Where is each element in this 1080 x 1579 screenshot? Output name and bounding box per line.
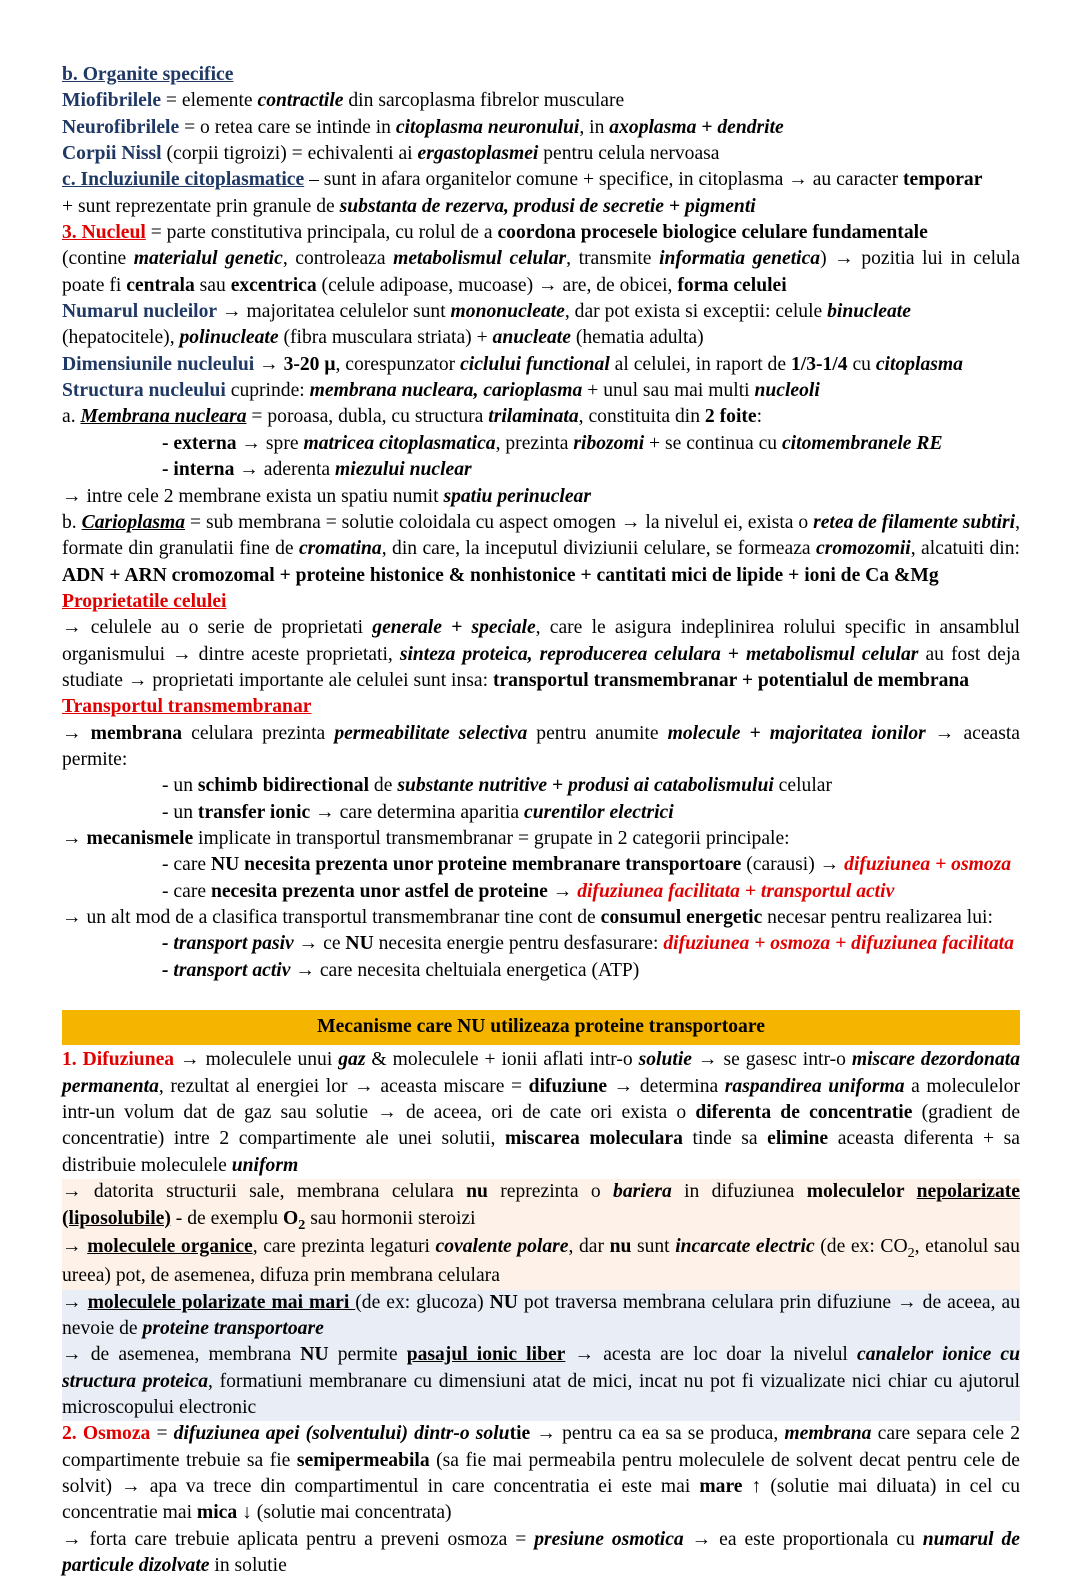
bold-raport-13-14: 1/3-1/4	[790, 353, 848, 375]
text-miofibrilele-a: = elemente	[161, 90, 258, 112]
text-pres-c: in solutie	[209, 1555, 287, 1577]
text-carioplasma-b: , formate din granulatii fine de	[62, 511, 1020, 560]
text-dimens-b: , corespunzator	[335, 353, 461, 375]
text-activ-a: → care necesita cheltuiala energetica (ATP)	[290, 959, 640, 981]
text-carioplasma-c: , din care, la inceputul diviziunii celulare, se formeaza	[381, 538, 816, 560]
emph-substante-nutritive: substante nutritive + produsi ai catabolismului	[397, 775, 774, 797]
subscript-o2: 2	[298, 1216, 306, 1233]
emph-trilaminata: trilaminata	[488, 406, 579, 428]
text-pasiv-a: → ce	[293, 933, 346, 955]
text-pasaj-d: , formatiuni membranare cu dimensiuni atat de mici, incat nu pot fi vizualizate nici chiar cu ajutorul microscopului electronic	[62, 1370, 1020, 1418]
text-dif-f: a moleculelor intr-un volum dat de gaz sau solutie → de aceea, ori de cate ori exista o	[62, 1075, 1020, 1124]
bold-diferenta-concentratie: diferenta de concentratie	[695, 1102, 913, 1124]
text-proprietati-c: au fost deja studiate → proprietati importante ale celulei sunt insa:	[62, 643, 1021, 691]
text-dimens-d: cu	[847, 353, 876, 375]
emph-informatia-genetica: informatia genetica	[659, 248, 821, 270]
emph-bariera: bariera	[613, 1181, 672, 1203]
heading-osmoza: 2. Osmoza	[62, 1423, 151, 1445]
text-osm-c: care separa cele 2 compartimente trebuie sa fie	[62, 1423, 1020, 1471]
para-presiune-osmotica	[62, 1527, 1020, 1579]
text-dimens-c: al celulei, in raport de	[609, 353, 791, 375]
underline-moleculele-organice: moleculele organice	[87, 1236, 253, 1258]
text-carioplasma-d: , alcatuiti din:	[910, 538, 1020, 560]
para-numarul-nucleilor-2	[62, 325, 1020, 351]
emph-retea-filamente: retea de filamente subtiri	[813, 511, 1016, 533]
term-numarul-nucleilor: Numarul nucleilor	[62, 301, 218, 323]
para-nepolarizate	[62, 1179, 1020, 1234]
text-org-a: →	[62, 1236, 88, 1258]
text-nepol-c: in difuziunea	[671, 1181, 807, 1203]
prefix-a: a.	[62, 406, 81, 428]
text-incluziuni-a: – sunt in afara organitelor comune + specifice, in citoplasma → au caracter	[304, 169, 903, 191]
bold-coordona-procese: coordona procesele biologice celulare fundamentale	[497, 222, 928, 244]
bold-miscarea-moleculara: miscarea moleculara	[505, 1128, 683, 1150]
heading-proprietatile-celulei	[62, 589, 1020, 615]
text-spatiu-a: → intre cele 2 membrane exista un spatiu numit	[62, 485, 444, 507]
para-osmoza	[62, 1421, 1020, 1526]
emph-presiune-osmotica: presiune osmotica	[534, 1528, 684, 1550]
text-neurofibrilele-b: , in	[579, 116, 610, 138]
text-pasiv-b: necesita energie pentru desfasurare:	[373, 933, 664, 955]
term-neurofibrilele: Neurofibrilele	[62, 116, 180, 138]
text-externa-a: → spre	[236, 432, 304, 454]
text-clasif-a: → un alt mod de a clasifica transportul transmembranar tine cont de	[62, 907, 601, 928]
text-osm-b: → pentru ca ea sa se produca,	[530, 1423, 785, 1445]
emph-citoplasma-neuronului: citoplasma neuronului	[395, 116, 580, 138]
bullet-cu-proteine	[62, 879, 1020, 905]
bold-semipermeabila: semipermeabila	[296, 1449, 430, 1471]
bold-nu-pasiv: NU	[345, 933, 374, 955]
emph-polinucleate: polinucleate	[179, 327, 279, 349]
document-body	[62, 62, 1020, 1579]
emph-cromatina: cromatina	[298, 538, 382, 560]
emph-miezului-nuclear: miezului nuclear	[335, 459, 472, 481]
text-pol-b: (de ex: glucoza)	[355, 1291, 490, 1313]
bold-forma-celulei: forma celulei	[677, 274, 787, 296]
term-structura-nucleului: Structura nucleului	[62, 380, 226, 402]
text-proprietati-b: , care le asigura indeplinirea rolului specific in ansamblul organismului → dintre aceste proprietati,	[62, 617, 1020, 665]
text-osm-d: (sa fie mai permeabila pentru moleculele de solvent decat pentru cele de solvit) → apa va trece din compartimentul in care concentratia ei este mai	[62, 1449, 1020, 1497]
title-membrana-nucleara: Membrana nucleara	[80, 406, 247, 428]
bold-mica-down: mica ↓	[196, 1502, 252, 1524]
emph-substanta-rezerva: substanta de rezerva, produsi de secretie + pigmenti	[339, 195, 756, 217]
text-cu-proteine-b: →	[547, 880, 578, 902]
emph-material-genetic: materialul genetic	[133, 248, 283, 270]
text-transport-c: pentru anumite	[527, 722, 668, 744]
emph-uniform: uniform	[231, 1154, 299, 1176]
line-neurofibrilele	[62, 115, 1020, 141]
text-nucleul-c: , controleaza	[282, 248, 394, 270]
text-org-e: (de ex: CO	[814, 1236, 908, 1258]
text-transport-b: celulara prezinta	[182, 722, 335, 744]
emph-citomembranele-re: citomembranele RE	[781, 432, 943, 454]
emph-covalente-polare: covalente polare	[435, 1236, 569, 1258]
emph-matricea-citoplasmatica: matricea citoplasmatica	[303, 432, 496, 454]
text-clasif-b: necesar pentru realizarea lui:	[762, 907, 993, 928]
emph-membrana-carioplasma: membrana nucleara, carioplasma	[309, 380, 583, 402]
heading-organite-specifice-text: b. Organite specifice	[62, 64, 234, 85]
text-carioplasma-a: = sub membrana = solutie coloidala cu aspect omogen → la nivelul ei, exista o	[185, 511, 814, 533]
bold-tie-suffix: tie	[509, 1423, 531, 1445]
para-incluziuni	[62, 167, 1020, 193]
red-difuziunea-facilitata: difuziunea facilitata + transportul activ	[577, 880, 895, 902]
text-mecanisme-a: →	[62, 827, 87, 849]
text-dif-g: (gradient de concentratie) intre 2 compartimente ale unei solutii,	[62, 1102, 1021, 1150]
emph-numarul-particule: numarul de particule dizolvate	[62, 1528, 1021, 1577]
bullet-interna	[62, 457, 1020, 483]
text-structura-b: + unul sau mai multi	[582, 380, 755, 402]
heading-organite-specifice	[62, 62, 1020, 88]
text-proprietati-a: → celulele au o serie de proprietati	[62, 617, 373, 639]
bullet-transfer-ionic	[62, 800, 1020, 826]
heading-proprietatile-celulei-text: Proprietatile celulei	[62, 590, 227, 612]
text-interna-a: → aderenta	[234, 459, 336, 481]
text-pol-c: pot traversa membrana celulara prin difuziune → de aceea, au nevoie de	[62, 1291, 1021, 1339]
banner-mecanisme	[62, 1010, 1020, 1045]
emph-membrana-osmoza: membrana	[784, 1423, 872, 1445]
text-nepol-a: → datorita structurii sale, membrana celulara	[62, 1181, 467, 1203]
bullet-transport-activ	[62, 958, 1020, 984]
emph-miscare-dezordonata: miscare dezordonata permanenta	[62, 1049, 1020, 1097]
text-pres-a: → forta care trebuie aplicata pentru a preveni osmoza =	[62, 1528, 535, 1550]
text-membrana-c: :	[756, 406, 763, 428]
bold-adn-arn-composition: ADN + ARN cromozomal + proteine histonice & nonhistonice + cantitati mici de lipide + ioni de Ca &Mg	[62, 564, 939, 586]
text-corpii-nissl-b: pentru celula nervoasa	[538, 143, 720, 165]
banner-text: Mecanisme care NU utilizeaza proteine transportoare	[317, 1016, 765, 1038]
para-pasaj-ionic	[62, 1342, 1020, 1421]
emph-molecule-ioni: molecule + majoritatea ionilor	[667, 722, 926, 744]
heading-nucleul: 3. Nucleul	[62, 222, 146, 244]
para-spatiu-perinuclear	[62, 484, 1020, 510]
bold-nu-necesita-proteine: NU necesita prezenta unor proteine membranare transportoare	[210, 854, 742, 876]
bold-centrala: centrala	[126, 274, 195, 296]
emph-ciclului-functional: ciclului functional	[460, 353, 610, 375]
para-transport-intro	[62, 721, 1020, 774]
para-incluziuni-2	[62, 194, 1020, 220]
text-schimb-a: - un	[162, 775, 198, 797]
bullet-externa	[62, 431, 1020, 457]
bold-membrana: membrana	[90, 722, 183, 744]
emph-raspandirea-uniforma: raspandirea uniforma	[724, 1075, 905, 1097]
para-clasificare-energetica	[62, 905, 1020, 931]
text-schimb-b: de	[369, 775, 398, 797]
emph-ergastoplasmei: ergastoplasmei	[417, 143, 539, 165]
text-transport-a: →	[62, 722, 91, 744]
bold-mecanismele: mecanismele	[86, 827, 194, 849]
emph-ribozomi: ribozomi	[573, 432, 645, 454]
text-nucleul-f: sau	[194, 274, 231, 296]
text-incluziuni-b: + sunt reprezentate prin granule de	[62, 195, 340, 217]
text-externa-b: , prezinta	[495, 432, 574, 454]
text-nepol-b: reprezinta o	[487, 1181, 614, 1203]
bold-elimine: elimine	[767, 1128, 829, 1150]
bold-moleculelor: moleculelor	[806, 1181, 917, 1203]
line-corpii-nissl	[62, 141, 1020, 167]
emph-binucleate: binucleate	[827, 301, 911, 323]
emph-solutie: solutie	[638, 1049, 692, 1071]
emph-contractile: contractile	[257, 90, 344, 112]
para-difuziunea	[62, 1047, 1020, 1179]
text-org-c: , dar	[568, 1236, 610, 1258]
emph-citoplasma: citoplasma	[875, 353, 963, 375]
band-polarizate	[62, 1290, 1020, 1422]
bold-interna: - interna	[162, 459, 235, 481]
bold-transport-potential: transportul transmembranar + potentialul de membrana	[492, 669, 970, 691]
emph-gaz: gaz	[338, 1049, 366, 1071]
title-carioplasma: Carioplasma	[81, 511, 186, 533]
text-nepol-e: sau hormonii steroizi	[305, 1207, 476, 1229]
bullet-transport-pasiv	[62, 931, 1020, 957]
heading-difuziunea: 1. Difuziunea	[62, 1049, 175, 1071]
text-membrana-b: , constituita din	[578, 406, 705, 428]
underline-pasajul-ionic-liber: pasajul ionic liber	[406, 1344, 566, 1366]
text-numarul-d: (fibra musculara striata) +	[278, 327, 493, 349]
subscript-co2: 2	[907, 1245, 915, 1262]
bold-difuziune: difuziune	[528, 1075, 608, 1097]
bold-nu-traverseaza: NU	[489, 1291, 518, 1313]
text-dif-h: tinde sa	[682, 1128, 768, 1150]
bullet-fara-proteine	[62, 852, 1020, 878]
para-membrana-nucleara	[62, 404, 1020, 430]
para-carioplasma	[62, 510, 1020, 589]
text-nucleul-d: , transmite	[566, 248, 660, 270]
bullet-schimb-bidirectional	[62, 773, 1020, 799]
emph-mononucleate: mononucleate	[450, 301, 565, 323]
text-pasaj-a: → de asemenea, membrana	[62, 1344, 301, 1366]
prefix-b: b.	[62, 511, 82, 533]
red-pasiv-list: difuziunea + osmoza + difuziunea facilitata	[663, 933, 1014, 955]
text-numarul-c: (hepatocitele),	[62, 327, 180, 349]
text-osm-e: (solutie mai diluata) in cel cu concentratie mai	[62, 1476, 1020, 1524]
bold-3-20-mu: 3-20 μ	[283, 353, 336, 375]
emph-proteine-transportoare: proteine transportoare	[142, 1317, 324, 1339]
emph-incarcate-electric: incarcate electric	[675, 1236, 815, 1258]
para-organice	[62, 1234, 1020, 1289]
para-nucleul-2	[62, 246, 1020, 299]
text-nepol-d: - de exemplu	[170, 1207, 283, 1229]
para-polarizate	[62, 1290, 1020, 1343]
bold-nu-permite: NU	[300, 1344, 329, 1366]
emph-nucleoli: nucleoli	[754, 380, 820, 402]
text-externa-c: + se continua cu	[644, 432, 782, 454]
text-org-d: sunt	[631, 1236, 676, 1258]
text-membrana-a: = poroasa, dubla, cu structura	[246, 406, 489, 428]
text-org-f: , etanolul sau ureea) pot, de asemenea, difuza prin membrana celulara	[62, 1236, 1020, 1287]
text-osm-f: (solutie mai concentrata)	[251, 1502, 452, 1524]
text-miofibrilele-b: din sarcoplasma fibrelor musculare	[343, 90, 625, 112]
heading-transportul-transmembranar-text: Transportul transmembranar	[62, 696, 312, 718]
bold-excentrica: excentrica	[230, 274, 317, 296]
line-miofibrilele	[62, 88, 1020, 114]
bold-externa: - externa	[162, 432, 237, 454]
emph-difuziunea-apei: difuziunea apei (solventului) dintr-o solu	[173, 1423, 510, 1445]
text-neurofibrilele-a: = o retea care se intinde in	[179, 116, 396, 138]
emph-transport-pasiv: - transport pasiv	[162, 933, 294, 955]
para-nucleul	[62, 220, 1020, 246]
emph-metabolismul-celular: metabolismul celular	[393, 248, 567, 270]
text-transport-d: → aceasta permite:	[62, 722, 1020, 770]
bold-schimb-bidirectional: schimb bidirectional	[197, 775, 370, 797]
emph-axoplasma-dendrite: axoplasma + dendrite	[609, 116, 784, 138]
emph-permeabilitate-selectiva: permeabilitate selectiva	[334, 722, 528, 744]
text-osm-a: =	[150, 1423, 174, 1445]
emph-curentilor-electrici: curentilor electrici	[524, 801, 674, 823]
text-transfer-b: → care determina aparitia	[310, 801, 524, 823]
para-mecanisme	[62, 826, 1020, 852]
underline-nepolarizate-liposolubile: nepolarizate (liposolubile)	[62, 1181, 1020, 1229]
text-pol-a: →	[62, 1291, 88, 1313]
heading-incluziuni-citoplasmatice: c. Incluziunile citoplasmatice	[62, 169, 305, 191]
bold-2-foite: 2 foite	[704, 406, 757, 428]
text-dif-b: & moleculele + ionii aflati intr-o	[365, 1049, 639, 1071]
text-cu-proteine-a: - care	[162, 880, 211, 902]
bold-necesita-proteine: necesita prezenta unor astfel de proteine	[210, 880, 548, 902]
text-pres-b: → ea este proportionala cu	[683, 1528, 923, 1550]
text-dif-e: → determina	[607, 1075, 725, 1097]
bold-o2: O	[282, 1207, 299, 1229]
para-dimensiunile	[62, 352, 1020, 378]
text-dif-d: , rezultat al energiei lor → aceasta miscare =	[158, 1075, 529, 1097]
emph-sinteza-proteica: sinteza proteica, reproducerea celulara + metabolismul celular	[399, 643, 919, 665]
text-numarul-b: , dar pot exista si exceptii: celule	[564, 301, 828, 323]
text-dif-i: aceasta diferenta + sa distribuie moleculele	[62, 1128, 1020, 1176]
heading-transportul-transmembranar	[62, 694, 1020, 720]
text-pasaj-b: permite	[328, 1344, 407, 1366]
para-structura-nucleului	[62, 378, 1020, 404]
term-miofibrilele: Miofibrilele	[62, 90, 162, 112]
text-transfer-a: - un	[162, 801, 198, 823]
bold-consumul-energetic: consumul energetic	[600, 907, 763, 928]
para-proprietati	[62, 615, 1020, 694]
text-dif-c: → se gasesc intr-o	[691, 1049, 852, 1071]
text-org-b: , care prezinta legaturi	[252, 1236, 436, 1258]
text-fara-proteine-b: (carausi) →	[741, 854, 845, 876]
text-mecanisme-b: implicate in transportul transmembranar = grupate in 2 categorii principale:	[193, 827, 790, 849]
emph-spatiu-perinuclear: spatiu perinuclear	[443, 485, 591, 507]
emph-generale-speciale: generale + speciale	[372, 617, 536, 639]
text-corpii-nissl-a: (corpii tigroizi) = echivalenti ai	[161, 143, 418, 165]
text-nucleul-a: = parte constitutiva principala, cu rolul de a	[145, 222, 498, 244]
para-numarul-nucleilor	[62, 299, 1020, 325]
bold-nu-bariera: nu	[466, 1181, 488, 1203]
text-nucleul-e: ) → pozitia lui in celula poate fi	[62, 248, 1020, 296]
text-dif-a: → moleculele unui	[174, 1049, 339, 1071]
text-numarul-e: (hematia adulta)	[570, 327, 704, 349]
text-nucleul-g: (celule adipoase, mucoase) → are, de obicei,	[316, 274, 678, 296]
text-numarul-a: → majoritatea celulelor sunt	[217, 301, 451, 323]
emph-anucleate: anucleate	[492, 327, 571, 349]
red-difuziunea-osmoza: difuziunea + osmoza	[844, 854, 1012, 876]
bold-temporar: temporar	[903, 169, 983, 191]
text-schimb-c: celular	[773, 775, 832, 797]
text-fara-proteine-a: - care	[162, 854, 211, 876]
emph-canalelor-ionice: canalelor ionice cu structura proteica	[62, 1344, 1020, 1392]
bold-nu-incarcate: nu	[609, 1236, 632, 1258]
emph-cromozomii: cromozomii	[816, 538, 911, 560]
bold-transfer-ionic: transfer ionic	[197, 801, 311, 823]
emph-transport-activ: - transport activ	[162, 959, 291, 981]
text-structura-a: cuprinde:	[225, 380, 310, 402]
term-dimensiunile-nucleului: Dimensiunile nucleului	[62, 353, 255, 375]
term-corpii-nissl: Corpii Nissl	[62, 143, 162, 165]
bold-mare-up: mare ↑	[699, 1476, 762, 1497]
underline-moleculele-polarizate: moleculele polarizate mai mari	[87, 1291, 356, 1313]
band-nepolarizate	[62, 1179, 1020, 1289]
text-dimens-a: →	[254, 353, 284, 375]
text-pasaj-c: → acesta are loc doar la nivelul	[565, 1344, 857, 1366]
text-nucleul-b: (contine	[62, 248, 134, 270]
